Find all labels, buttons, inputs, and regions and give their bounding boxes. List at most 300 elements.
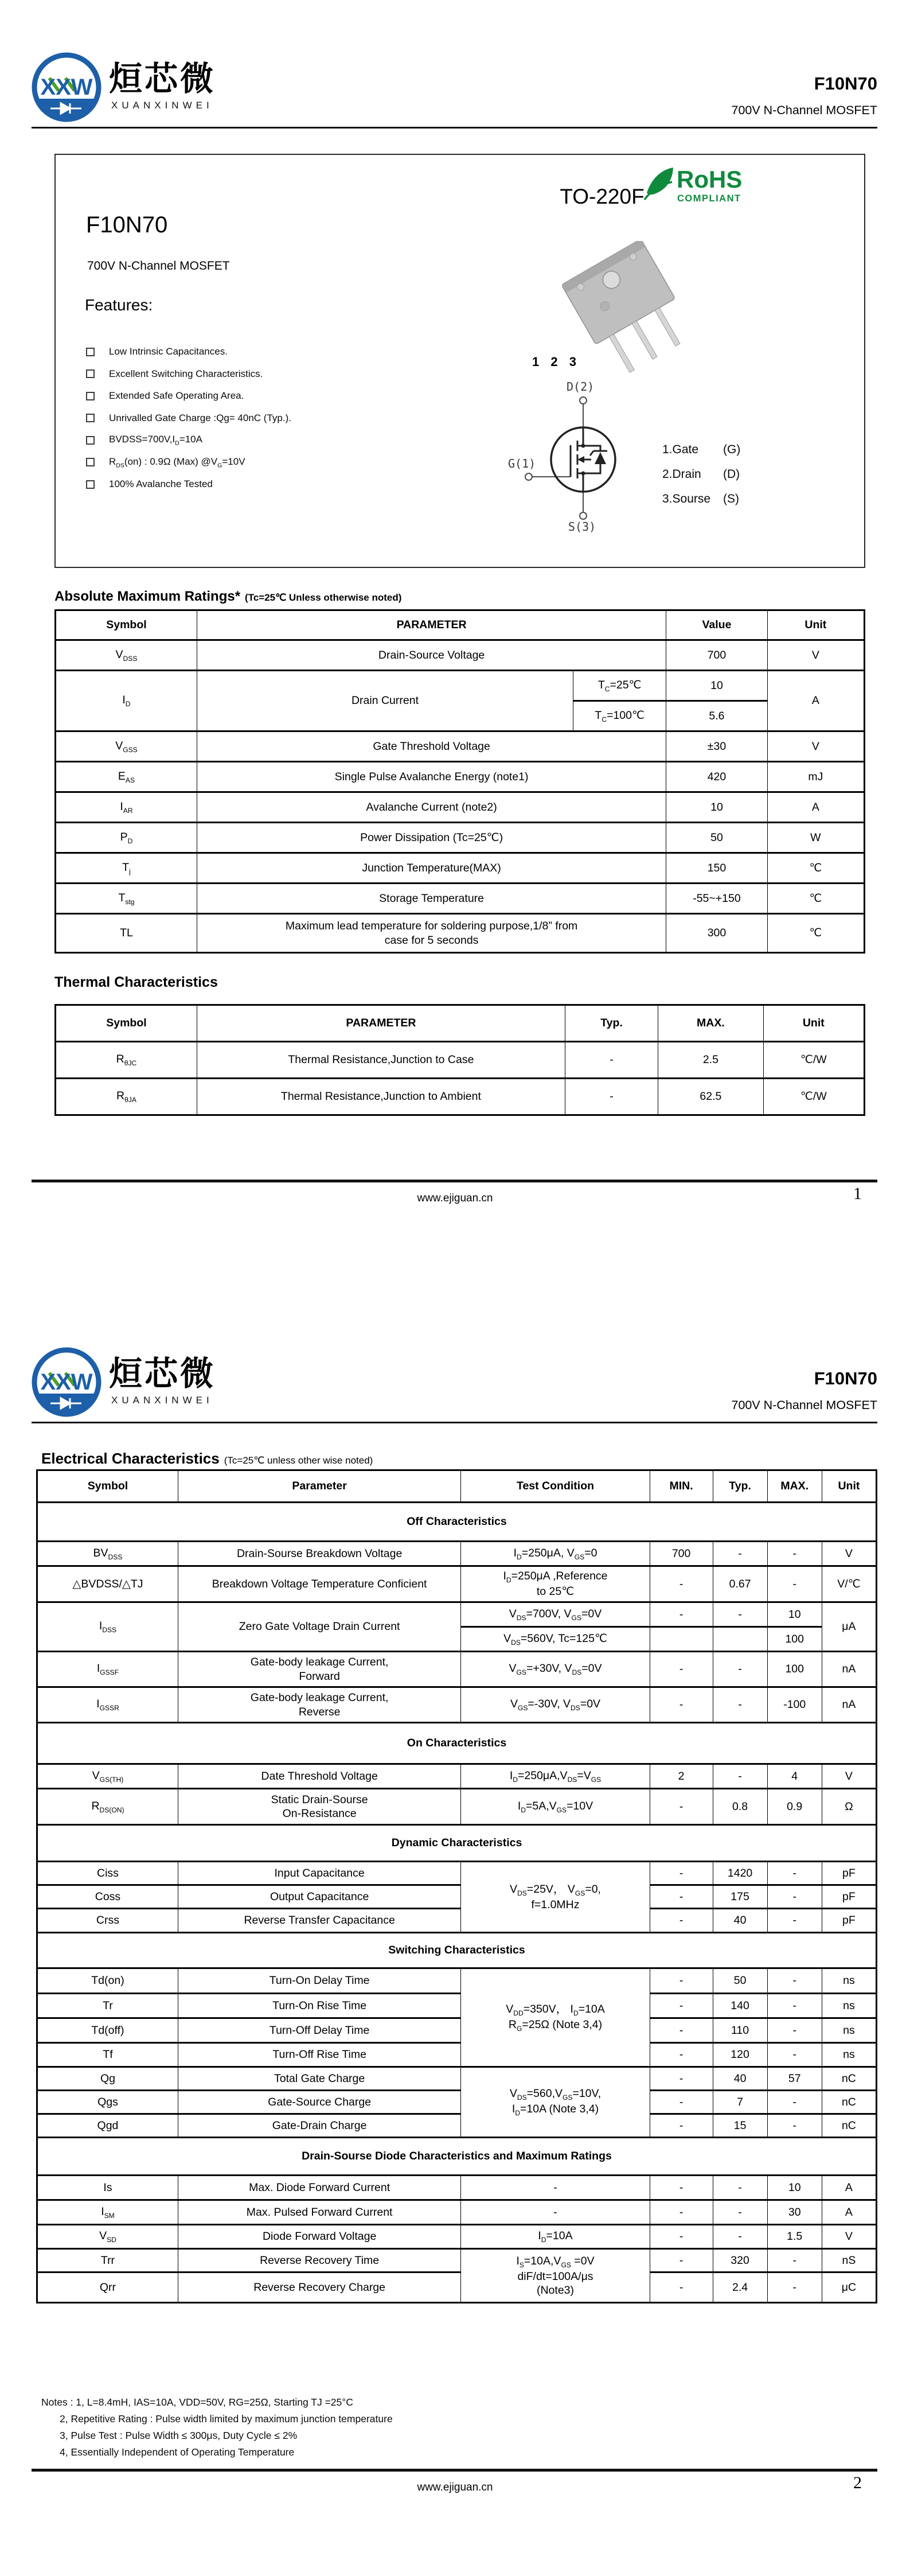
checkbox-icon (86, 392, 95, 400)
table-cell: - (767, 1885, 822, 1909)
table-cell: Date Threshold Voltage (178, 1764, 460, 1789)
table-cell: A (822, 2176, 876, 2200)
table-cell: Td(on) (37, 1968, 178, 1994)
table-cell: Max. Pulsed Forward Current (178, 2200, 460, 2225)
table-cell: $R_{DS(ON)}$ (37, 1789, 178, 1825)
table-cell: Typ. (713, 1470, 767, 1503)
table-row (37, 1542, 877, 1566)
table-cell: MAX. (767, 1470, 822, 1503)
pin-legend-item: 2.Drain (D) (662, 468, 740, 481)
table-row (56, 762, 865, 792)
table-row (37, 1789, 877, 1825)
table-cell: Diode Forward Voltage (178, 2225, 460, 2249)
table-cell: $R_{\theta JC}$ (56, 1042, 197, 1079)
table-cell: V (767, 640, 864, 671)
table-section-row (37, 2138, 877, 2176)
footer-rule (32, 2469, 877, 2472)
rohs-logo (643, 164, 755, 207)
table-cell: MAX. (658, 1005, 763, 1042)
table-row (56, 1005, 865, 1042)
table-row (56, 610, 865, 640)
table-cell: $I_{GSSR}$ (37, 1687, 178, 1723)
table-cell: 700 (666, 640, 767, 671)
table-cell: Reverse Recovery Time (178, 2249, 460, 2273)
table-cell: - (461, 2176, 650, 2200)
table-cell: ns (822, 1968, 876, 1994)
amr-title-note: (Tc=25℃ Unless otherwise noted) (245, 592, 402, 603)
table-cell: nA (822, 1687, 876, 1723)
pin-numbers: 1 2 3 (532, 355, 580, 369)
absolute-maximum-ratings-table (54, 609, 865, 954)
table-cell: $E_{AS}$ (56, 762, 197, 792)
package-name: TO-220F (560, 185, 645, 208)
rohs-text: RoHS (677, 166, 743, 193)
table-cell: - (767, 2114, 822, 2138)
table-cell: Breakdown Voltage Temperature Conficient (178, 1566, 460, 1602)
table-row (37, 1602, 877, 1627)
table-cell: Is (37, 2176, 178, 2200)
table-cell: Coss (37, 1885, 178, 1909)
table-cell: $V_{GS(TH)}$ (37, 1764, 178, 1789)
table-cell: pF (822, 1885, 876, 1909)
header-rule (32, 1422, 877, 1423)
table-cell: 10 (666, 792, 767, 823)
table-row (37, 2091, 877, 2114)
table-cell: W (767, 823, 864, 853)
table-row (56, 640, 865, 671)
table-cell: On Characteristics (37, 1723, 877, 1764)
table-row (56, 731, 865, 762)
table-cell: 110 (713, 2018, 767, 2043)
table-cell: Dynamic Characteristics (37, 1825, 877, 1862)
footer-url: www.ejiguan.cn (417, 1192, 493, 1204)
product-part-number: F10N70 (86, 212, 168, 238)
table-cell: Single Pulse Avalanche Energy (note1) (197, 762, 666, 792)
electrical-characteristics-table (36, 1469, 877, 2303)
table-cell: - (767, 1862, 822, 1885)
table-cell: - (650, 1885, 713, 1909)
table-row (56, 823, 865, 853)
table-cell: μA (822, 1602, 876, 1652)
amr-title-text: Absolute Maximum Ratings* (54, 589, 241, 604)
part-subtitle: 700V N-Channel MOSFET (731, 103, 877, 117)
table-cell: 30 (767, 2200, 822, 2225)
pin-legend (662, 443, 740, 517)
part-subtitle: 700V N-Channel MOSFET (731, 1398, 877, 1412)
table-cell: Symbol (56, 610, 197, 640)
table-row (37, 2225, 877, 2249)
table-row (37, 1862, 877, 1885)
table-cell: - (650, 1566, 713, 1602)
table-cell: 50 (713, 1968, 767, 1994)
table-cell: nC (822, 2091, 876, 2114)
table-cell: - (650, 1909, 713, 1933)
table-cell: Off Characteristics (37, 1503, 877, 1542)
table-cell: - (650, 1652, 713, 1687)
table-row (37, 1909, 877, 1933)
table-section-row (37, 1825, 877, 1862)
table-cell: Drain Current (197, 671, 573, 731)
table-cell: A (767, 671, 864, 731)
table-cell: nA (822, 1652, 876, 1687)
table-cell: Symbol (37, 1470, 178, 1503)
rohs-compliant-text: COMPLIANT (677, 193, 741, 204)
table-cell: - (767, 2249, 822, 2273)
thermal-characteristics-table (54, 1004, 865, 1116)
table-cell: Trr (37, 2249, 178, 2273)
table-cell: Td(off) (37, 2018, 178, 2043)
feature-item (86, 363, 291, 386)
feature-text: $BVDSS=700V,I_D=10A$ (109, 434, 202, 447)
table-cell: - (767, 1909, 822, 1933)
table-cell: Qg (37, 2067, 178, 2091)
table-cell: - (650, 2273, 713, 2303)
checkbox-icon (86, 480, 95, 489)
table-cell: Crss (37, 1909, 178, 1933)
table-cell: -100 (767, 1687, 822, 1723)
feature-item (86, 407, 291, 430)
table-cell: A (822, 2200, 876, 2225)
table-cell: - (767, 2043, 822, 2067)
table-cell: $V_{GS}=+30V$, $V_{DS}=0V$ (461, 1652, 650, 1687)
table-cell: Thermal Resistance,Junction to Ambient (197, 1079, 565, 1115)
drain-pin-label: D(2) (567, 380, 595, 394)
table-cell: Switching Characteristics (37, 1933, 877, 1968)
table-cell: $V_{GSS}$ (56, 731, 197, 762)
table-cell: Gate Threshold Voltage (197, 731, 666, 762)
table-cell: 1.5 (767, 2225, 822, 2249)
table-cell: V (767, 731, 864, 762)
table-cell: - (650, 2225, 713, 2249)
page-footer (0, 2469, 910, 2503)
table-cell: - (713, 2200, 767, 2225)
table-cell: - (650, 2091, 713, 2114)
table-cell: $I_D=250\mu A,V_{DS}=V_{GS}$ (461, 1764, 650, 1789)
table-section-row (37, 1503, 877, 1542)
table-cell: $V_{DS}=560,V_{GS}=10V$, $I_D=10A$ (Note 3,4) (461, 2067, 650, 2138)
feature-item (86, 385, 291, 407)
table-row (56, 1079, 865, 1115)
table-cell: V (822, 2225, 876, 2249)
table-cell (713, 1627, 767, 1652)
table-cell: Drain-Sourse Diode Characteristics and Maximum Ratings (37, 2138, 877, 2176)
table-cell: V/℃ (822, 1566, 876, 1602)
table-cell: - (650, 2200, 713, 2225)
thermal-title: Thermal Characteristics (54, 974, 218, 990)
table-cell: A (767, 792, 864, 823)
table-cell: $P_D$ (56, 823, 197, 853)
table-cell: Input Capacitance (178, 1862, 460, 1885)
table-cell: ns (822, 1994, 876, 2018)
table-cell: - (650, 2114, 713, 2138)
table-cell: Typ. (565, 1005, 658, 1042)
page-footer (0, 1180, 910, 1214)
table-cell: 1420 (713, 1862, 767, 1885)
table-cell: $V_{DS}=560V$, Tc=125℃ (461, 1627, 650, 1652)
feature-text: Low Intrinsic Capacitances. (109, 346, 228, 357)
feature-text: Extended Safe Operating Area. (109, 390, 244, 402)
pin-legend-item: 3.Sourse (S) (662, 492, 739, 505)
product-subtitle: 700V N-Channel MOSFET (87, 259, 230, 273)
table-cell: Parameter (178, 1470, 460, 1503)
table-cell: Gate-body leakage Current, Reverse (178, 1687, 460, 1723)
features-list (86, 341, 291, 496)
table-cell: 0.67 (713, 1566, 767, 1602)
table-row (56, 671, 865, 701)
table-cell: $R_{\theta JA}$ (56, 1079, 197, 1115)
table-cell: Thermal Resistance,Junction to Case (197, 1042, 565, 1079)
table-cell: - (650, 1602, 713, 1627)
ec-title (41, 1450, 373, 1468)
table-cell: Qrr (37, 2273, 178, 2303)
table-cell: 7 (713, 2091, 767, 2114)
table-cell: Reverse Transfer Capacitance (178, 1909, 460, 1933)
table-cell: $I_{SM}$ (37, 2200, 178, 2225)
table-cell: Maximum lead temperature for soldering purpose,1/8” from case for 5 seconds (197, 914, 666, 953)
table-cell: 5.6 (666, 701, 767, 731)
table-row (37, 1470, 877, 1503)
table-row (37, 2043, 877, 2067)
part-number: F10N70 (814, 1368, 877, 1388)
table-cell: Test Condition (461, 1470, 650, 1503)
table-cell: Value (666, 610, 767, 640)
table-row (37, 2114, 877, 2138)
table-cell: Reverse Recovery Charge (178, 2273, 460, 2303)
table-cell: Turn-On Delay Time (178, 1968, 460, 1994)
table-cell: Unit (763, 1005, 864, 1042)
feature-item (86, 429, 291, 452)
table-cell: - (767, 1542, 822, 1566)
table-cell: - (713, 2176, 767, 2200)
table-cell: Symbol (56, 1005, 197, 1042)
table-cell: $T_{stg}$ (56, 884, 197, 914)
table-cell: PARAMETER (197, 1005, 565, 1042)
table-row (37, 1566, 877, 1602)
table-cell: 120 (713, 2043, 767, 2067)
table-cell: pF (822, 1909, 876, 1933)
table-cell: nS (822, 2249, 876, 2273)
table-row (37, 1764, 877, 1789)
table-cell: Gate-body leakage Current, Forward (178, 1652, 460, 1687)
table-cell: 40 (713, 1909, 767, 1933)
table-cell: Turn-On Rise Time (178, 1994, 460, 2018)
table-section-row (37, 1723, 877, 1764)
table-cell: 50 (666, 823, 767, 853)
table-row (37, 2200, 877, 2225)
table-cell: - (767, 2091, 822, 2114)
table-cell: Qgs (37, 2091, 178, 2114)
table-cell: ns (822, 2043, 876, 2067)
table-cell: - (767, 2273, 822, 2303)
table-cell: - (650, 2176, 713, 2200)
table-row (37, 1994, 877, 2018)
table-cell: Ω (822, 1789, 876, 1825)
table-cell: 2 (650, 1764, 713, 1789)
table-row (37, 2067, 877, 2091)
table-cell: $T_C=25℃$ (573, 671, 666, 701)
table-cell: $V_{SD}$ (37, 2225, 178, 2249)
feature-item (86, 341, 291, 363)
features-title: Features: (85, 296, 153, 314)
table-cell: $T_C=100℃$ (573, 701, 666, 731)
table-row (37, 1652, 877, 1687)
table-cell: $I_D$ (56, 671, 197, 731)
table-cell: Power Dissipation (Tc=25℃) (197, 823, 666, 853)
amr-title (54, 589, 401, 605)
leaf-icon (647, 168, 673, 194)
header-rule (32, 127, 877, 129)
table-cell: Tf (37, 2043, 178, 2067)
table-cell: - (565, 1079, 658, 1115)
table-cell: V (822, 1542, 876, 1566)
table-cell: ℃/W (763, 1079, 864, 1115)
table-cell: Gate-Drain Charge (178, 2114, 460, 2138)
table-cell: - (650, 1994, 713, 2018)
table-cell: - (713, 1764, 767, 1789)
table-cell: ℃ (767, 884, 864, 914)
table-cell: $I_D=5A,V_{GS}=10V$ (461, 1789, 650, 1825)
table-cell: Gate-Source Charge (178, 2091, 460, 2114)
checkbox-icon (86, 414, 95, 422)
table-cell: - (713, 1602, 767, 1627)
table-cell: $T_j$ (56, 853, 197, 884)
table-cell: - (767, 1968, 822, 1994)
table-cell: - (650, 1862, 713, 1885)
table-cell: - (713, 1542, 767, 1566)
table-cell: 320 (713, 2249, 767, 2273)
table-cell: 0.9 (767, 1789, 822, 1825)
table-cell: - (713, 1652, 767, 1687)
table-cell: 4 (767, 1764, 822, 1789)
brand-name-en: XUANXINWEI (111, 100, 213, 111)
table-cell: 62.5 (658, 1079, 763, 1115)
table-cell: - (713, 2225, 767, 2249)
source-pin-label: S(3) (568, 520, 596, 534)
table-cell: Output Capacitance (178, 1885, 460, 1909)
table-cell: Qgd (37, 2114, 178, 2138)
table-row (37, 2176, 877, 2200)
table-cell: Ciss (37, 1862, 178, 1885)
checkbox-icon (86, 458, 95, 466)
table-cell: MIN. (650, 1470, 713, 1503)
table-row (56, 853, 865, 884)
note-line: Notes : 1, L=8.4mH, IAS=10A, VDD=50V, RG=25Ω, Starting TJ =25°C (41, 2396, 353, 2408)
pin-legend-item: 1.Gate (G) (662, 443, 741, 456)
ec-title-text: Electrical Characteristics (41, 1450, 220, 1467)
table-cell: $I_{DSS}$ (37, 1602, 178, 1652)
table-cell: - (713, 1687, 767, 1723)
table-cell: Turn-Off Delay Time (178, 2018, 460, 2043)
table-cell: $V_{DS}=25V$， $V_{GS}=0$, f=1.0MHz (461, 1862, 650, 1933)
table-cell: - (565, 1042, 658, 1079)
table-cell: Unit (822, 1470, 876, 1503)
page-number: 2 (853, 2473, 862, 2492)
table-row (37, 2018, 877, 2043)
footer-rule (32, 1180, 877, 1182)
page-header (0, 1345, 910, 1426)
table-cell: - (767, 1994, 822, 2018)
table-cell: - (650, 2043, 713, 2067)
table-cell: $BV_{DSS}$ (37, 1542, 178, 1566)
table-cell: Max. Diode Forward Current (178, 2176, 460, 2200)
table-cell: 300 (666, 914, 767, 953)
table-section-row (37, 1933, 877, 1968)
table-cell: $V_{GS}=-30V$, $V_{DS}=0V$ (461, 1687, 650, 1723)
table-row (37, 2273, 877, 2303)
table-cell: △BVDSS/△TJ (37, 1566, 178, 1602)
table-cell: - (650, 1968, 713, 1994)
table-cell: 40 (713, 2067, 767, 2091)
table-cell: 100 (767, 1652, 822, 1687)
brand-name-en: XUANXINWEI (111, 1395, 213, 1406)
table-cell: $V_{DSS}$ (56, 640, 197, 671)
datasheet-page-2 (0, 1345, 910, 2576)
table-cell: 0.8 (713, 1789, 767, 1825)
checkbox-icon (86, 369, 95, 378)
note-line: 3, Pulse Test : Pulse Width ≤ 300μs, Duty Cycle ≤ 2% (60, 2430, 298, 2441)
feature-item (86, 452, 291, 474)
table-cell: -55~+150 (666, 884, 767, 914)
table-cell: nC (822, 2067, 876, 2091)
table-row (37, 1968, 877, 1994)
table-cell: - (767, 2018, 822, 2043)
page-header (0, 50, 910, 131)
table-cell: nC (822, 2114, 876, 2138)
part-number: F10N70 (814, 73, 877, 94)
table-cell: - (650, 2249, 713, 2273)
page-number: 1 (853, 1184, 862, 1203)
table-cell: 700 (650, 1542, 713, 1566)
logo-text: XXW (40, 1369, 93, 1395)
footer-url: www.ejiguan.cn (417, 2481, 493, 2493)
table-cell: Total Gate Charge (178, 2067, 460, 2091)
table-cell: mJ (767, 762, 864, 792)
table-cell: - (461, 2200, 650, 2225)
table-cell: Drain-Sourse Breakdown Voltage (178, 1542, 460, 1566)
table-cell: $V_{DS}=700V$, $V_{GS}=0V$ (461, 1602, 650, 1627)
table-cell: $V_{DD}=350V$， $I_D=10A$ $R_G=25\Omega$ (Note 3,4) (461, 1968, 650, 2067)
brand-name-cn: 烜芯微 (109, 1355, 216, 1392)
table-cell: - (650, 2018, 713, 2043)
table-cell: $I_D=250\mu A$ ,Reference to 25℃ (461, 1566, 650, 1602)
feature-item (86, 473, 291, 496)
table-cell: 2.4 (713, 2273, 767, 2303)
table-row (56, 1042, 865, 1079)
table-cell: $I_{AR}$ (56, 792, 197, 823)
feature-text: 100% Avalanche Tested (109, 478, 213, 490)
table-cell: ±30 (666, 731, 767, 762)
feature-text: Excellent Switching Characteristics. (109, 368, 263, 379)
checkbox-icon (86, 348, 95, 356)
table-cell: 175 (713, 1885, 767, 1909)
table-cell (650, 1627, 713, 1652)
table-cell: PARAMETER (197, 610, 666, 640)
checkbox-icon (86, 436, 95, 445)
gate-pin-label: G(1) (508, 457, 536, 470)
table-cell: 15 (713, 2114, 767, 2138)
note-line: 4, Essentially Independent of Operating Temperature (60, 2446, 295, 2458)
table-cell: Avalanche Current (note2) (197, 792, 666, 823)
feature-text: Unrivalled Gate Charge :Qg= 40nC (Typ.). (109, 412, 291, 423)
table-cell: - (650, 1789, 713, 1825)
table-cell: ns (822, 2018, 876, 2043)
table-cell: Tr (37, 1994, 178, 2018)
table-cell: - (767, 1566, 822, 1602)
table-row (56, 792, 865, 823)
table-cell: $I_{GSSF}$ (37, 1652, 178, 1687)
table-row (37, 1687, 877, 1723)
feature-text: $R_{DS}(on)$ : 0.9Ω (Max) $@V_G=10V$ (109, 456, 245, 469)
